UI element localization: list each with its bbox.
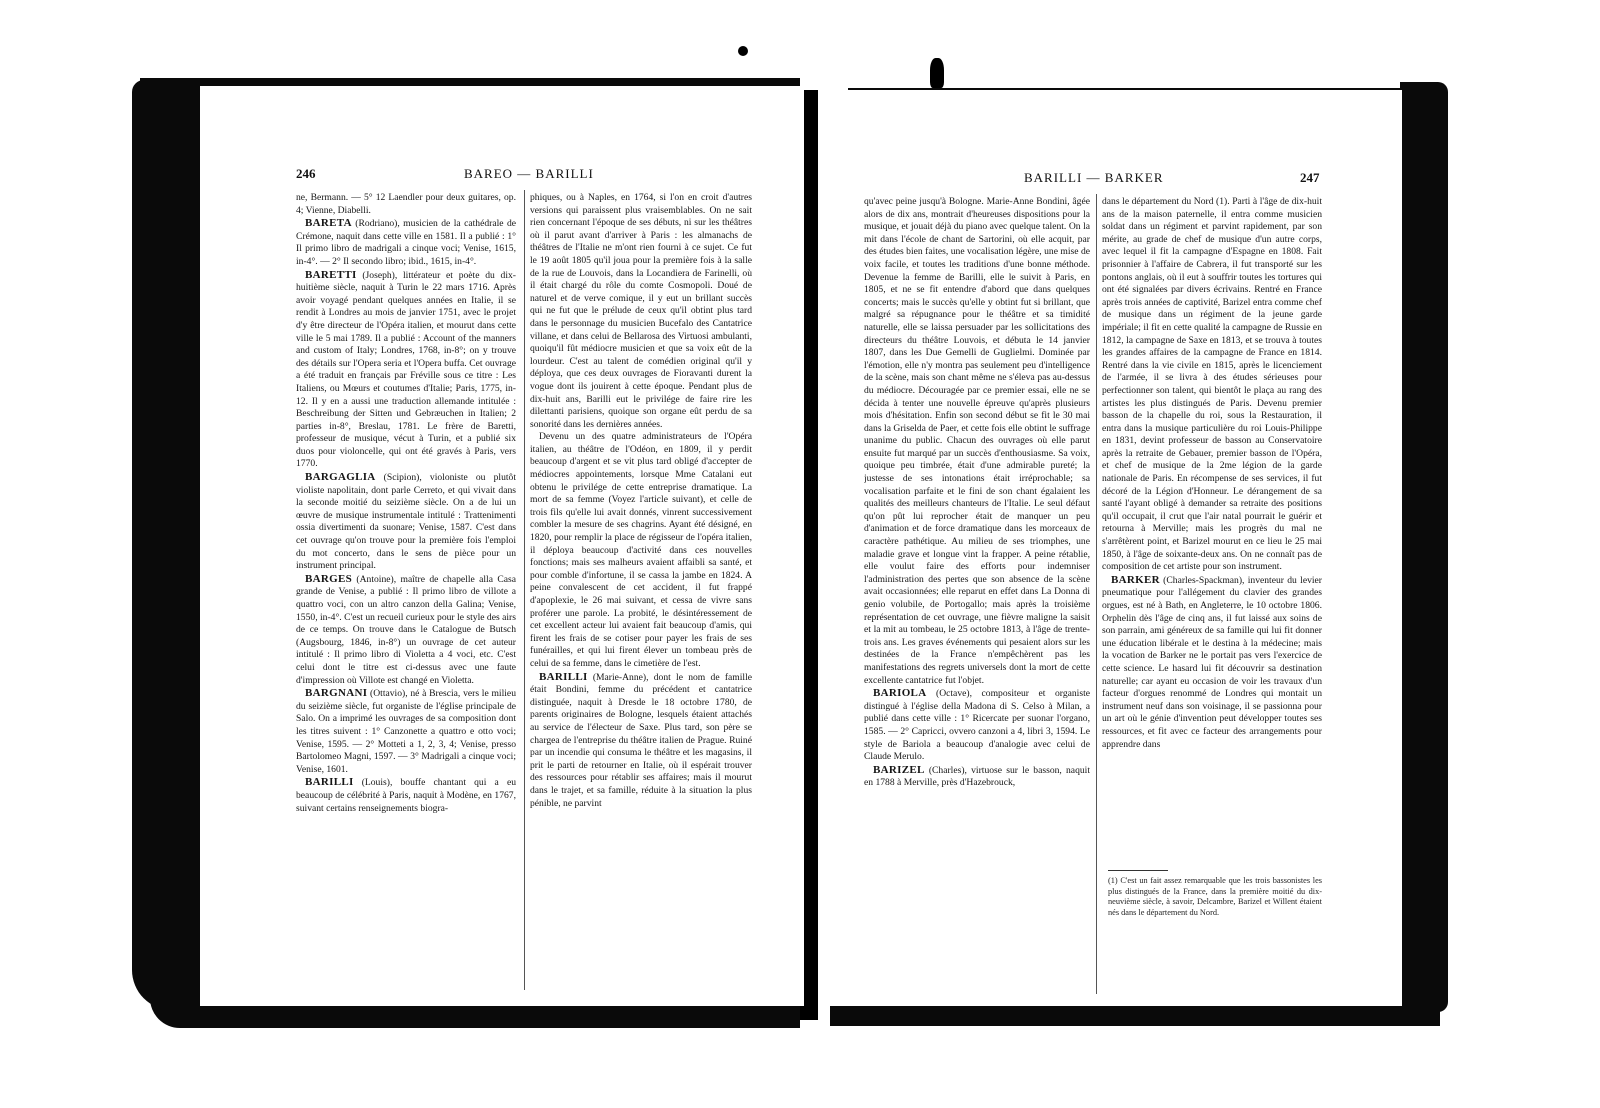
continued-text: qu'avec peine jusqu'à Bologne. Marie-Anne Bondini, âgée alors de dix ans, montrait d'heureuses dispositions pour la musique, et jouait déjà du piano avec quelque talent. On la mit dans l'école de chant de Sartorini, où elle acquit, par des études bien faites, une vocalisation légère, une mise de voix facile, et toutes les traditions d'une bonne méthode. Devenue la femme de Barilli, elle le suivit à Paris, en 1805, et ne se fit entendre d'abord que dans quelques concerts; mais le succès qu'elle y obtint fut si brillant, que malgré sa répugnance pour le théâtre et sa timidité naturelle, elle se laissa persuader par les sollicitations des directeurs du théâtre Louvois, et débuta le 14 janvier 1807, dans les Due Gemelli de Guglielmi. Dominée par l'émotion, elle n'y montra pas seulement peu d'intelligence de la scène, mais son chant même ne s'éleva pas au-dessus du médiocre. Découragée par ce premier essai, elle ne se décida à tenter une nouvelle épreuve qu'après plusieurs mois d'hésitation. Enfin son second début se fit le 30 mai dans la Griselda de Paer, et cette fois elle obtint le suffrage unanime du public. Chacun des ouvrages où elle parut ensuite fut marqué par un succès d'enthousiasme. Sa voix, quoique peu timbrée, était d'une admirable pureté; la justesse de ses intonations était irréprochable; sa vocalisation parfaite et le fini de son chant égalaient les qualités des meilleurs chanteurs de l'Italie. Le seul défaut qu'on pût lui reprocher était de manquer un peu d'animation et de force dramatique dans les morceaux de caractère pathétique. Au milieu de ses triomphes, une maladie grave et longue vint la frapper. A peine rétablie, elle voulut faire des efforts pour indemniser l'administration des pertes que son absence de la scène avait occasionnées; elle reparut en effet dans La Donna di genio volubile, de Portogallo; mais après la troisième représentation de cet ouvrage, une fièvre maligne la saisit et la mit au tombeau, le 25 octobre 1813, à l'âge de trente-trois ans. Les graves événements qui pesaient alors sur les destinées de la France n'empêchèrent pas les manifestations des regrets universels dont la mort de cette excellente cantatrice fut l'objet. (864, 196, 1090, 686)
dictionary-entry (864, 687, 1090, 764)
right-page-column-2 (1102, 196, 1322, 868)
column-rule (524, 190, 525, 990)
continued-text: phiques, ou à Naples, en 1764, si l'on en croit d'autres versions qui paraissent plus vraisemblables. On ne sait rien concernant l'époque de ses débuts, ni sur les théâtres où il parut avant d'arriver à Paris : les almanachs de théâtres de l'Italie ne m'ont rien fourni à ce sujet. Ce fut le 19 août 1805 qu'il joua pour la première fois à la salle de la rue de Louvois, dans la Locandiera de Farinelli, où il était chargé du rôle du comte Cosmopoli. Doué de naturel et de verve comique, il y eut un brillant succès qui ne fut que le prélude de ceux qu'il obtint plus tard dans le personnage du musicien Bucefalo des Cantatrice villane, et dans celui de Bellarosa des Virtuosi ambulanti, quoiqu'il fût médiocre musicien et que sa voix eût de la lourdeur. C'est au talent de comédien original qu'il y déploya, que ces deux ouvrages de Fioravanti durent la vogue dont ils jouirent à cette époque. Pendant plus de dix-huit ans, Barilli eut le privilége de faire rire les dilettanti parisiens, quoique son organe eût perdu de sa sonorité dans les dernières années. (530, 192, 752, 430)
entry-headword: BARILLI (539, 670, 588, 683)
ink-blot (930, 58, 944, 88)
dictionary-entry (530, 671, 752, 811)
paragraph: Devenu un des quatre administrateurs de l'Opéra italien, au théâtre de l'Odéon, en 1809, il y perdit beaucoup d'argent et se vit plus tard obligé d'accepter de médiocres appointements, lorsque Mme Catalani eut obtenu le privilége de cette entreprise dramatique. La mort de sa femme (Voyez l'article suivant), et celle de trois fils qu'elle lui avait donnés, vinrent successivement combler la mesure de ses chagrins. Ayant été désigné, en 1820, pour remplir la place de régisseur de l'opéra italien, il déploya beaucoup d'activité dans ces nouvelles fonctions; mais ses malheurs avaient affaibli sa santé, et pour comble d'infortune, il se cassa la jambe en 1824. A peine convalescent de cet accident, il fut frappé d'apoplexie, le 26 mai suivant, et cessa de vivre sans proférer une parole. La probité, le désintéressement de cet excellent acteur lui avaient fait beaucoup d'amis, qui firent les frais de se cotiser pour payer les frais de ses funérailles, et qui lui firent élever un tombeau près de celui de sa femme, dans le cimetière de l'est. (530, 431, 752, 669)
entry-text: (Scipion), violoniste ou plutôt violiste napolitain, dont parle Cerreto, et qui vivait dans la seconde moitié du seizième siècle. On a de lui un œuvre de musique instrumentale intitulé : Trattenimenti ossia divertimenti da suonare; Venise, 1587. C'est dans cet ouvrage qu'on trouve pour la première fois l'emploi du mot concerto, dans le sens de pièce pour un instrument principal. (296, 472, 516, 572)
footnote: (1) C'est un fait assez remarquable que les trois bassonistes les plus distingués de la France, dans la première moitié du dix-neuvième siècle, à savoir, Delcambre, Barizel et Willent étaient nés dans le département du Nord. (1108, 876, 1322, 917)
continued-text: ne, Bermann. — 5° 12 Laendler pour deux guitares, op. 4; Vienne, Diabelli. (296, 192, 516, 216)
running-head-left: BAREO — BARILLI (464, 166, 594, 181)
dictionary-entry (296, 269, 516, 472)
running-head-right: BARILLI — BARKER (1024, 170, 1164, 185)
page-number-right: 247 (1300, 170, 1320, 185)
entry-text: (Octave), compositeur et organiste distingué à l'église della Madona di S. Celso à Milan, a publié dans cette ville : 1° Ricercate per suonar l'organo, 1585. — 2° Capricci, ovvero canzoni a 4, libri 3, 1594. Le style de Bariola a beaucoup d'analogie avec celui de Claude Merulo. (864, 688, 1090, 763)
left-page-column-2 (530, 192, 752, 1002)
left-page-column-1 (296, 192, 516, 1002)
entry-headword: BARGES (305, 572, 353, 585)
footnote-rule (1108, 870, 1168, 871)
entry-text: (Louis), bouffe chantant qui a eu beaucoup de célébrité à Paris, naquit à Modène, en 1767, suivant certains renseignements biogra- (296, 777, 516, 814)
left-page (200, 86, 804, 1006)
entry-headword: BARIOLA (873, 687, 927, 700)
dictionary-entry (1102, 574, 1322, 751)
entry-text: (Joseph), littérateur et poète du dix-huitième siècle, naquit à Turin le 22 mars 1716. Après avoir voyagé pendant quelques années en Italie, il se rendit à Londres au mois de janvier 1751, avec le projet d'y être directeur de l'Opéra italien, et mourut dans cette ville le 5 mai 1789. Il a publié : Account of the manners and custom of Italy; Londres, 1768, in-8°; on y trouve des détails sur l'Opera seria et l'Opera buffa. Cet ouvrage a été traduit en français par Fréville sous ce titre : Les Italiens, ou Mœurs et coutumes d'Italie; Paris, 1775, in-12. Il y en a aussi une traduction allemande intitulée : Beschreibung der Sitten und Gebræuchen in Italien; 2 parties in-8°, Breslau, 1781. Le frère de Baretti, professeur de musique, vécut à Turin, et a publié six duos pour violoncelle, qui ont été gravés à Paris, vers 1770. (296, 269, 516, 470)
dictionary-entry (296, 217, 516, 268)
entry-text: (Charles-Spackman), inventeur du levier pneumatique pour l'allégement du clavier des grandes orgues, est né à Bath, en Angleterre, le 10 octobre 1806. Orphelin dès l'âge de cinq ans, il fut laissé aux soins de son parrain, ami généreux de sa famille qui lui fit donner une éducation libérale et le destina à la médecine; mais la vocation de Barker ne le portait pas vers l'exercice de cette science. Le hasard lui fit découvrir sa destination naturelle; car ayant eu occasion de voir les travaux d'un facteur d'orgues renommé de Londres qui montait un instrument neuf dans son voisinage, il se passionna pour un art où le génie d'invention peut développer toutes ses ressources, et fit avec ce facteur des arrangements pour apprendre dans (1102, 574, 1322, 750)
entry-text: (Antoine), maître de chapelle alla Casa grande de Venise, a publié : Il primo libro de villote a quattro voci, con un altro canzon della Galina; Venise, 1550, in-4°. C'est un recueil curieux pour le style des airs de ce temps. On trouve dans le Catalogue de Butsch (Augsbourg, 1846, in-8°) un ouvrage de cet auteur intitulé : Il primo libro di Violetta a 4 voci, etc. C'est celui dont le titre est ci-dessus avec une faute d'impression où Villote est changé en Violetta. (296, 573, 516, 686)
entry-text: (Charles), virtuose sur le basson, naquit en 1788 à Merville, près d'Hazebrouck, (864, 764, 1090, 789)
right-page (818, 90, 1402, 1006)
right-page-shadow-outer (1400, 82, 1448, 1012)
entry-headword: BARKER (1111, 573, 1160, 586)
entry-headword: BARIZEL (873, 763, 925, 776)
entry-headword: BARGAGLIA (305, 471, 376, 484)
entry-text: (Ottavio), né à Brescia, vers le milieu du seizième siècle, fut organiste de l'église principale de Salo. On a imprimé les ouvrages de sa composition dont les titres suivent : 1° Canzonette a quattro e otto voci; Venise, 1595. — 2° Motteti a 1, 2, 3, 4; Venise, presso Bartolomeo Magni, 1597. — 3° Madrigali a cinque voci; Venise, 1601. (296, 688, 516, 775)
dictionary-entry (864, 764, 1090, 790)
dictionary-entry (296, 573, 516, 687)
page-number-left: 246 (296, 166, 316, 181)
continued-text: dans le département du Nord (1). Parti à l'âge de dix-huit ans de la maison paternelle, il entra comme musicien soldat dans un régiment et parvint rapidement, par son mérite, au grade de chef de musique d'un autre corps, avec lequel il fit la campagne d'Espagne en 1808. Fait prisonnier à l'affaire de Cabrera, il fut transporté sur les pontons anglais, où il eut à souffrir toutes les tortures qui ont été signalées par divers écrivains. Rentré en France après trois années de captivité, Barizel entra comme chef de musique dans un régiment de la jeune garde impériale; il fit en cette qualité la campagne de Russie en 1812, la campagne de Saxe en 1813, et se trouva à toutes les grandes affaires de la campagne de France en 1814. Rentré dans la vie civile en 1815, après le licenciement de l'armée, il se livra à des études sérieuses pour perfectionner son talent, qui bientôt le plaça au rang des artistes les plus distingués de Paris. Devenu premier basson de la chapelle du roi, sous la Restauration, il entra dans la musique particulière du roi Louis-Philippe en 1831, devint professeur de basson au Conservatoire après la retraite de Gebauer, premier basson de l'Opéra, et chef de musique de la 2me légion de la garde nationale de Paris. En récompense de ses services, il fut décoré de la Légion d'Honneur. Le dérangement de sa santé l'ayant obligé à demander sa retraite des positions qu'il occupait, il crut que l'air natal pourrait le guérir et retourna à Merville; mais les progrès du mal ne s'arrêtèrent point, et Barizel mourut en ce lieu le 25 mai 1850, à l'âge de soixante-deux ans. On ne connaît pas de composition de cet artiste pour son instrument. (1102, 196, 1322, 573)
entry-headword: BARETA (305, 217, 352, 230)
entry-text: (Marie-Anne), dont le nom de famille était Bondini, femme du précédent et cantatrice distinguée, naquit à Dresde le 18 octobre 1780, de parents originaires de Bologne, lesquels étaient attachés au service de l'électeur de Saxe. Plus tard, son père se chargea de l'entreprise du théâtre italien de Prague. Ruiné par un incendie qui consuma le théâtre et les magasins, il prit le parti de retourner en Italie, où il espérait trouver des ressources pour rétablir ses affaires; mais il mourut dans le trajet, et sa famille, réduite à la situation la plus pénible, ne parvint (530, 671, 752, 809)
ink-blot (738, 46, 748, 56)
dictionary-entry (296, 776, 516, 815)
entry-headword: BARGNANI (305, 687, 368, 700)
entry-headword: BARILLI (305, 776, 354, 789)
column-rule (1096, 194, 1097, 994)
entry-headword: BARETTI (305, 268, 357, 281)
right-page-column-1 (864, 196, 1090, 1006)
dictionary-entry (296, 471, 516, 573)
dictionary-entry (296, 687, 516, 776)
entry-text: (Rodriano), musicien de la cathédrale de Crémone, naquit dans cette ville en 1581. Il a publié : 1° Il primo libro de madrigali a cinque voci; Venise, 1615, in-4°. — 2° Il secondo libro; ibid., 1615, in-4°. (296, 218, 516, 267)
